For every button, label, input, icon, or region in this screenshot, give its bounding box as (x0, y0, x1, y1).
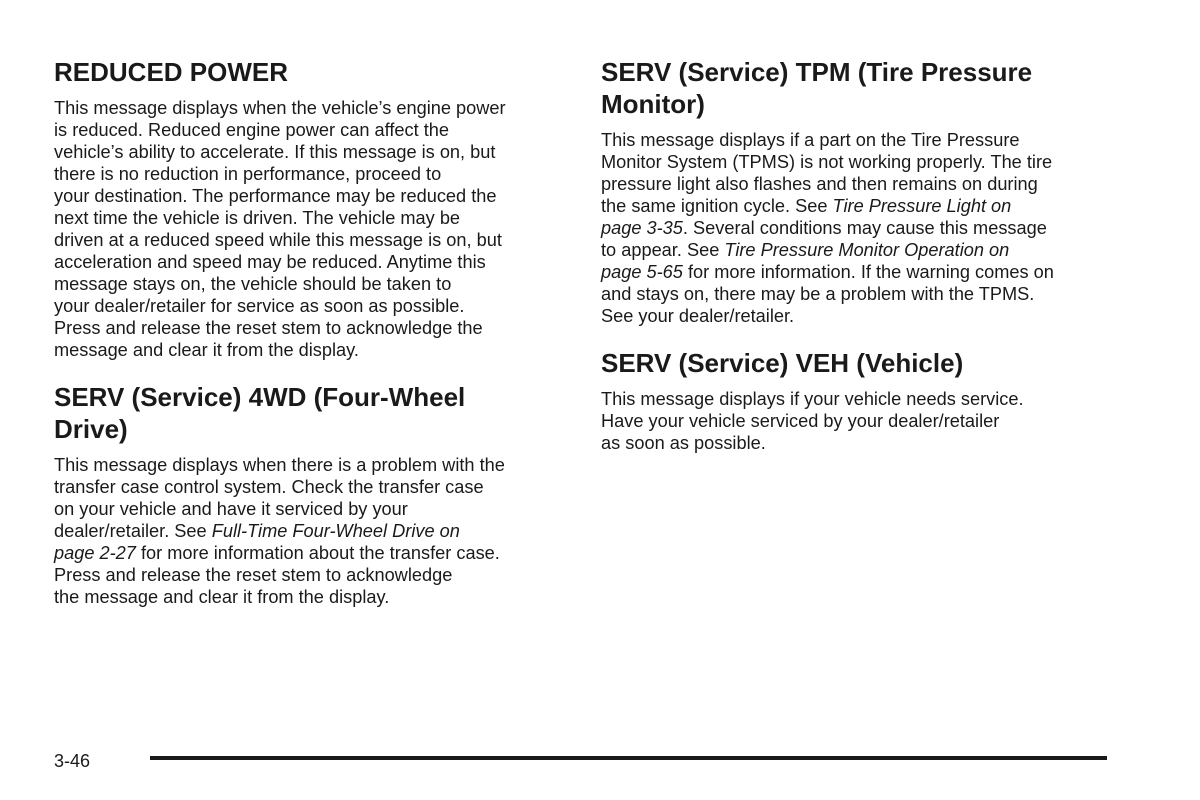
left-column (54, 56, 564, 628)
page-number: 3-46 (54, 751, 91, 771)
body-serv-4wd: This message displays when there is a problem with the transfer case control system. Check the transfer case on your vehicle and have it serviced by your dealer/retailer. See Full-Time Four-Wheel Drive on page 2-27 for more information about the transfer case. Press and release the reset stem to acknowledge the message and clear it from the display. (54, 455, 505, 607)
heading-serv-tpm: SERV (Service) TPM (Tire Pressure Monitor) (601, 57, 1033, 119)
right-column (601, 56, 1111, 474)
section-reduced-power (54, 56, 564, 361)
xref-tpm-operation[interactable]: Tire Pressure Monitor Operation on (724, 240, 1010, 260)
section-serv-veh (601, 347, 1111, 454)
section-serv-4wd (54, 381, 564, 608)
xref-full-time-4wd[interactable]: Full-Time Four-Wheel Drive on (211, 521, 460, 541)
xref-page-5-65[interactable]: page 5-65 (601, 262, 683, 282)
body-serv-veh: This message displays if your vehicle needs service. Have your vehicle serviced by your dealer/retailer as soon as possible. (601, 389, 1024, 453)
body-serv-tpm: This message displays if a part on the Tire Pressure Monitor System (TPMS) is not working properly. The tire pressure light also flashes and then remains on during the same ignition cycle. See Tire Pressure Light on page 3-35. Several conditions may cause this message to appear. See Tire Pressure Monitor Operation on page 5-65 for more information. If the warning comes on and stays on, there may be a problem with the TPMS. See your dealer/retailer. (601, 130, 1054, 326)
heading-reduced-power: REDUCED POWER (54, 57, 289, 87)
heading-serv-veh: SERV (Service) VEH (Vehicle) (601, 348, 964, 378)
heading-serv-4wd: SERV (Service) 4WD (Four-Wheel Drive) (54, 382, 466, 444)
xref-tire-pressure-light[interactable]: Tire Pressure Light on (832, 196, 1012, 216)
xref-page-3-35[interactable]: page 3-35 (601, 218, 683, 238)
body-reduced-power: This message displays when the vehicle’s engine power is reduced. Reduced engine power can affect the vehicle’s ability to accelerate. If this message is on, but there is no reduction in performance, proceed to your destination. The performance may be reduced the next time the vehicle is driven. The vehicle may be driven at a reduced speed while this message is on, but acceleration and speed may be reduced. Anytime this message stays on, the vehicle should be taken to your dealer/retailer for service as soon as possible. Press and release the reset stem to acknowledge the message and clear it from the display. (54, 98, 506, 360)
xref-page-2-27[interactable]: page 2-27 (54, 543, 136, 563)
section-serv-tpm (601, 56, 1111, 327)
footer-rule (150, 756, 1107, 760)
